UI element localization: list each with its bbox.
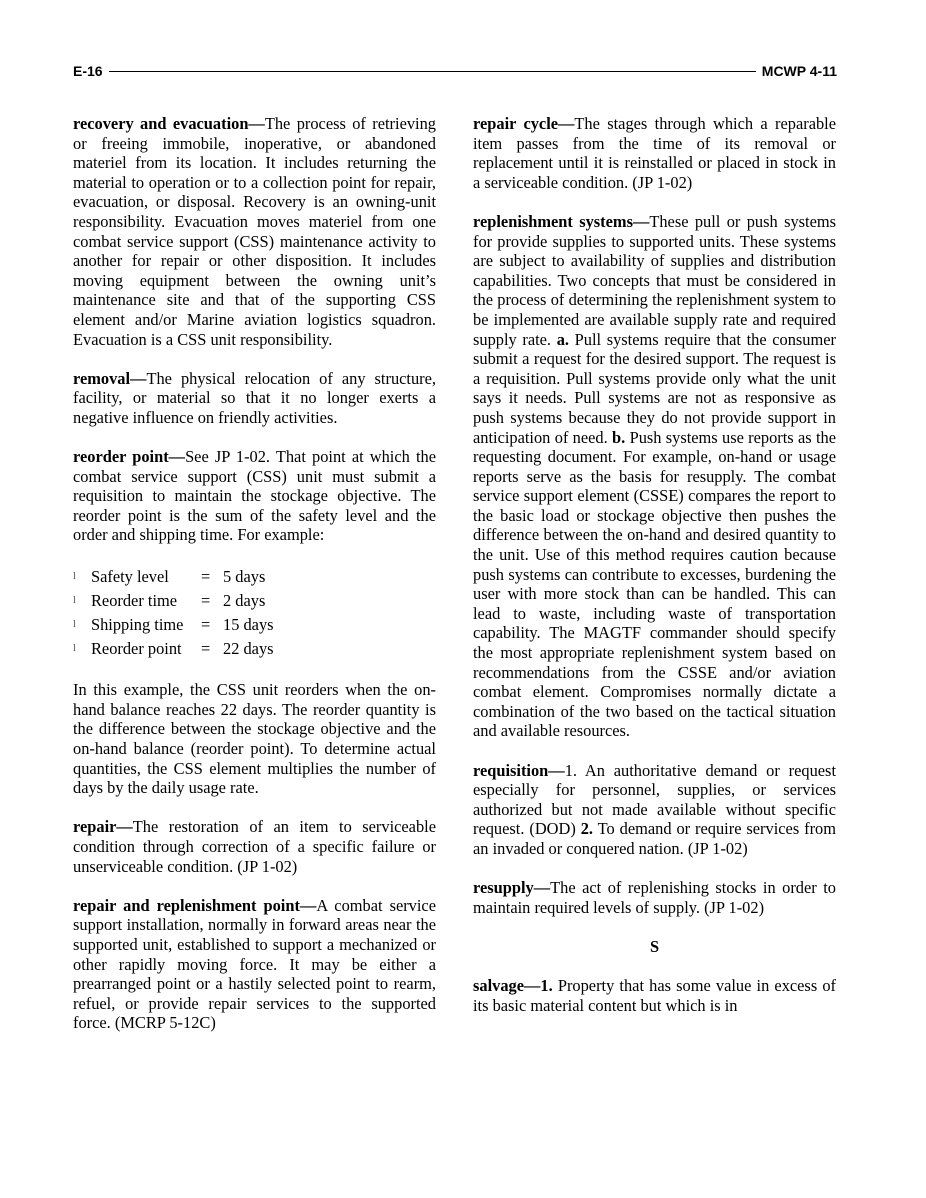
bullet-icon: l xyxy=(73,618,76,630)
item-marker-b: b. xyxy=(612,427,626,447)
term: repair— xyxy=(73,817,133,837)
definition-part-2: To demand or require services from an invaded or conquered nation. (JP 1-02) xyxy=(473,819,836,858)
term: removal— xyxy=(73,368,147,388)
entry-resupply xyxy=(473,878,836,917)
term: repair and replenishment point— xyxy=(73,895,317,915)
equals-sign: = xyxy=(201,638,211,658)
page-number: E-16 xyxy=(73,63,103,79)
item-marker-1: 1. xyxy=(540,976,553,996)
bullet-icon: l xyxy=(73,642,76,654)
term: salvage— xyxy=(473,976,541,996)
equals-sign: = xyxy=(201,590,211,610)
entry-replenishment-systems xyxy=(473,212,836,741)
entry-requisition xyxy=(473,761,836,859)
definition: These pull or push systems for provide supplies to supported units. These systems are subject to availability of supplies and distribution capabilities. Two concepts that must be considered in the process of determining the replenishment system to be implemented are available supply rate and required supply rate. xyxy=(473,211,836,349)
bullet-icon: l xyxy=(73,570,76,582)
term: replenishment systems— xyxy=(473,211,650,231)
example-label: Reorder time xyxy=(91,590,178,610)
example-value: 22 days xyxy=(223,638,274,658)
term: repair cycle— xyxy=(473,114,575,133)
entry-salvage xyxy=(473,976,836,1015)
example-label: Reorder point xyxy=(91,638,182,658)
bullet-icon: l xyxy=(73,594,76,606)
publication-id: MCWP 4-11 xyxy=(761,63,837,79)
entry-repair-cycle xyxy=(473,114,836,192)
definition: The restoration of an item to serviceable condition through correction of a specific failure or unserviceable condition. (JP 1-02) xyxy=(73,817,436,876)
definition-part-1: . An authoritative demand or request especially for personnel, supplies, or services authorized but not made available without specific request. (DOD) xyxy=(473,760,836,839)
reorder-example-list xyxy=(73,565,436,661)
example-value: 2 days xyxy=(223,590,266,610)
definition: The physical relocation of any structure, facility, or material so that it no longer exerts a negative influence on friendly activities. xyxy=(73,368,436,427)
entry-repair xyxy=(73,817,436,876)
term: resupply— xyxy=(473,878,551,898)
example-value: 5 days xyxy=(223,566,266,586)
entry-reorder-point xyxy=(73,447,436,545)
equals-sign: = xyxy=(201,566,211,586)
right-column xyxy=(473,114,836,1035)
item-marker-a: a. xyxy=(556,329,569,349)
header-rule xyxy=(109,71,756,72)
definition: The stages through which a reparable item passes from the time of its removal or replacement until it is reinstalled or placed in stock in a serviceable condition. (JP 1-02) xyxy=(473,114,836,192)
list-item xyxy=(73,637,436,661)
reorder-example-explanation: In this example, the CSS unit reorders when the on-hand balance reaches 22 days. The reorder quantity is the difference between the stockage objective and the on-hand balance (reorder point). To determine actual quantities, the CSS element multiplies the number of days by the daily usage rate. xyxy=(73,680,436,798)
definition: The process of retrieving or freeing immobile, inoperative, or abandoned materiel from its location. It includes returning the material to operation or to a collection point for repair, evacuation, or disposal. Recovery is an owning-unit responsibility. Evacuation moves materiel from one combat service support (CSS) maintenance activity to another for repair or other disposition. It includes moving equipment between the owning unit’s maintenance site and that of the supporting CSS element and/or Marine aviation logistics squadron. Evacuation is a CSS unit responsibility. xyxy=(73,114,436,349)
term: recovery and evacuation— xyxy=(73,114,265,133)
entry-recovery-and-evacuation xyxy=(73,114,436,349)
list-item xyxy=(73,565,436,589)
definition: The act of replenishing stocks in order to maintain required levels of supply. (JP 1-02) xyxy=(473,878,836,917)
left-column xyxy=(73,114,436,1053)
section-letter: S xyxy=(649,936,660,956)
list-item xyxy=(73,613,436,637)
definition: Property that has some value in excess of its basic material content but which is in xyxy=(473,976,836,1015)
page-header xyxy=(73,61,837,81)
definition-part-b: Push systems use reports as the requesting document. For example, on-hand or usage reports serve as the basis for resupply. The combat service support element (CSSE) compares the report to the basic load or stockage objective then pushes the difference between the on-hand and desired quantity to the unit. Use of this method requires caution because push systems can contribute to excesses, burdening the user with more stock than can be handled. This can lead to waste, including waste of transportation capability. The MAGTF commander should specify the most appropriate replenishment system based on recommendations from the CSSE and/or aviation combat element. Compromises normally dictate a combination of the two based on the tactical situation and available resources. xyxy=(473,427,836,741)
definition: See JP 1-02. That point at which the combat service support (CSS) unit must submit a requisition to maintain the stockage objective. The reorder point is the sum of the safety level and the order and shipping time. For example: xyxy=(73,447,436,545)
entry-repair-and-replenishment-point xyxy=(73,896,436,1033)
term: reorder point— xyxy=(73,447,186,467)
equals-sign: = xyxy=(201,614,211,634)
term: requisition— xyxy=(473,760,565,780)
example-value: 15 days xyxy=(223,614,274,634)
definition: A combat service support installation, normally in forward areas near the supported unit, established to support a mechanized or other rapidly moving force. It may be either a prearranged point or a hastily selected point to rearm, refuel, or provide repair services to the supported force. (MCRP 5-12C) xyxy=(73,895,436,1033)
example-label: Shipping time xyxy=(91,614,184,634)
item-marker-1: 1 xyxy=(564,760,573,780)
definition-part-a: Pull systems require that the consumer submit a request for the desired support. The request is a requisition. Pull systems provide only what the unit says it needs. Pull systems are not as responsive as push systems because they do not provide support in anticipation of need. xyxy=(473,329,836,447)
example-label: Safety level xyxy=(91,566,169,586)
list-item xyxy=(73,589,436,613)
item-marker-2: 2. xyxy=(580,819,594,839)
entry-removal xyxy=(73,369,436,428)
